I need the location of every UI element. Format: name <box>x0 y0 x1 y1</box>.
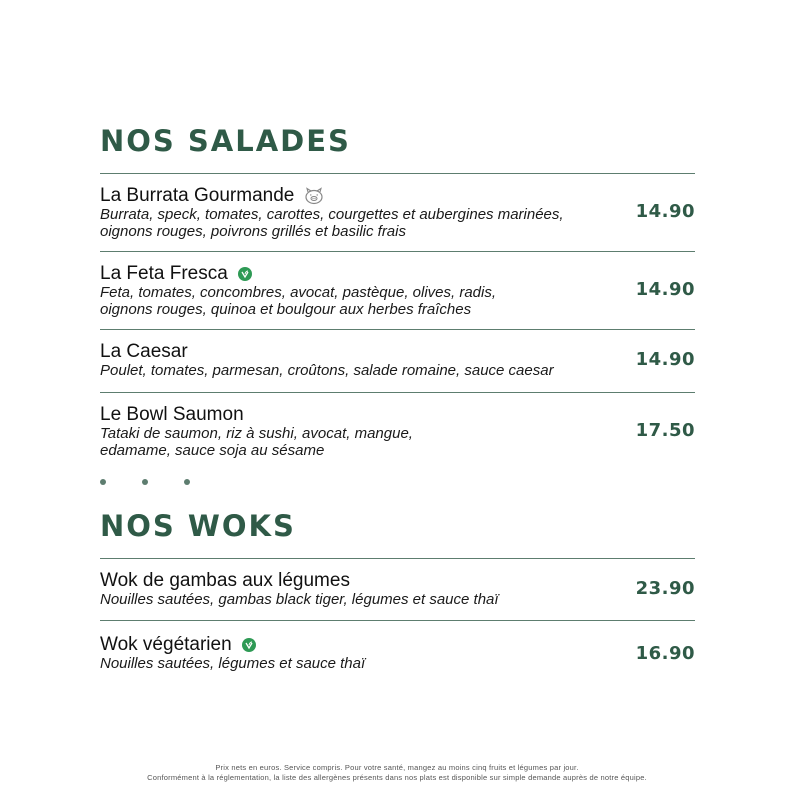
section-title-salades: NOS SALADES <box>100 124 351 158</box>
item-name: Wok végétarien <box>100 634 232 655</box>
item-price: 16.90 <box>635 643 695 664</box>
menu-item-burrata <box>100 185 695 240</box>
divider <box>100 620 695 621</box>
menu-item-feta <box>100 263 695 318</box>
item-price: 23.90 <box>635 578 695 599</box>
item-description: Burrata, speck, tomates, carottes, courgettes et aubergines marinées, oignons rouges, poivrons grillés et basilic frais <box>100 206 564 240</box>
item-description: Nouilles sautées, légumes et sauce thaï <box>100 655 366 672</box>
item-price: 14.90 <box>635 201 695 222</box>
item-price: 14.90 <box>635 279 695 300</box>
vegetarian-icon <box>238 267 252 281</box>
item-description: Tataki de saumon, riz à sushi, avocat, mangue, edamame, sauce soja au sésame <box>100 425 413 459</box>
dot <box>100 479 106 485</box>
divider <box>100 392 695 393</box>
item-name: La Burrata Gourmande <box>100 185 295 206</box>
section-separator-dots <box>100 479 190 485</box>
vegetarian-icon <box>242 638 256 652</box>
divider <box>100 251 695 252</box>
item-price: 17.50 <box>635 420 695 441</box>
section-title-woks: NOS WOKS <box>100 509 296 543</box>
item-name: Wok de gambas aux légumes <box>100 570 350 591</box>
divider <box>100 558 695 559</box>
divider <box>100 329 695 330</box>
item-description: Nouilles sautées, gambas black tiger, légumes et sauce thaï <box>100 591 499 608</box>
item-name: La Caesar <box>100 341 188 362</box>
pig-icon <box>304 187 324 205</box>
item-price: 14.90 <box>635 349 695 370</box>
menu-item-wok-gambas <box>100 570 695 608</box>
menu-item-caesar <box>100 341 695 379</box>
menu-item-bowl-saumon <box>100 404 695 459</box>
menu-item-wok-vegetarien <box>100 634 695 672</box>
footer-note-allergens: Conformément à la réglementation, la liste des allergènes présents dans nos plats est disponible sur simple demande auprès de notre équipe. <box>147 773 647 782</box>
item-description: Poulet, tomates, parmesan, croûtons, salade romaine, sauce caesar <box>100 362 554 379</box>
item-name: La Feta Fresca <box>100 263 228 284</box>
dot <box>184 479 190 485</box>
divider <box>100 173 695 174</box>
footer-note-prices: Prix nets en euros. Service compris. Pour votre santé, mangez au moins cinq fruits et légumes par jour. <box>215 763 579 772</box>
item-name: Le Bowl Saumon <box>100 404 244 425</box>
item-description: Feta, tomates, concombres, avocat, pastèque, olives, radis, oignons rouges, quinoa et boulgour aux herbes fraîches <box>100 284 497 318</box>
dot <box>142 479 148 485</box>
